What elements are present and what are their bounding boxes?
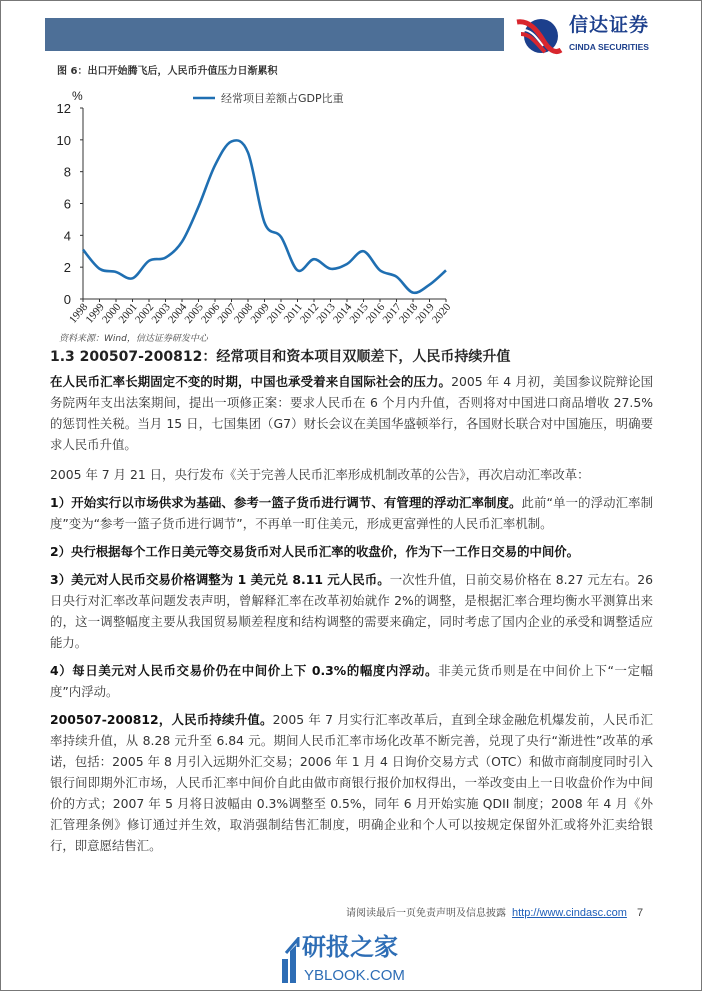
x-tick-label: 2010 bbox=[264, 301, 289, 326]
disclaimer-text: 请阅读最后一页免责声明及信息披露 bbox=[346, 908, 506, 919]
watermark-arrow-icon bbox=[280, 937, 300, 985]
paragraph-lead: 1）开始实行以市场供求为基础、参考一篮子货币进行调节、有管理的浮动汇率制度。 bbox=[50, 495, 522, 510]
x-tick-label: 1999 bbox=[83, 301, 107, 326]
cinda-logo-icon bbox=[515, 16, 563, 56]
x-tick-label: 1998 bbox=[66, 301, 91, 326]
paragraph-lead: 在人民币汇率长期固定不变的时期，中国也承受着来自国际社会的压力。 bbox=[50, 374, 452, 389]
y-tick-label: 0 bbox=[63, 292, 71, 307]
paragraph bbox=[50, 464, 653, 485]
body-text bbox=[50, 371, 653, 863]
x-tick-label: 2003 bbox=[149, 301, 173, 326]
logo-text-cn: 信达证券 bbox=[569, 14, 650, 36]
footer bbox=[346, 906, 643, 921]
paragraph-body: 2005 年 4 月初，美国参议院辩论国务院两年支出法案期间，提出一项修正案：要求人民币在 6 个月内升值，否则将对中国进口商品增收 27.5%的惩罚性关税。当月 15 日，七国集团（G7）财长会议在美国华盛顿举行，各国财长联合对中国施压，明确要求人民币升值。 bbox=[50, 374, 654, 452]
paragraph-lead: 3）美元对人民币交易价格调整为 1 美元兑 8.11 元人民币。 bbox=[50, 572, 390, 587]
paragraph-body: 此前“单一的浮动汇率制度”变为“参考一篮子货币进行调节”，不再单一盯住美元，形成更富弹性的人民币汇率机制。 bbox=[50, 495, 654, 531]
paragraph-lead: 200507-200812，人民币持续升值。 bbox=[50, 712, 273, 727]
paragraph bbox=[50, 660, 653, 702]
paragraph bbox=[50, 492, 653, 534]
section-heading: 1.3 200507-200812：经常项目和资本项目双顺差下，人民币持续升值 bbox=[50, 349, 511, 365]
figure-title: 图 6：出口开始腾飞后，人民币升值压力日渐累积 bbox=[57, 66, 278, 77]
y-tick-label: 4 bbox=[63, 228, 71, 244]
series-line bbox=[83, 140, 446, 292]
x-tick-label: 2000 bbox=[99, 301, 124, 326]
line-chart bbox=[0, 80, 702, 335]
paragraph bbox=[50, 371, 653, 455]
x-tick-label: 2009 bbox=[248, 301, 272, 326]
x-tick-label: 2013 bbox=[314, 301, 338, 326]
x-tick-label: 2007 bbox=[215, 301, 239, 326]
y-tick-label: 8 bbox=[63, 164, 71, 180]
y-tick-label: 12 bbox=[56, 101, 71, 116]
x-tick-label: 2006 bbox=[198, 301, 223, 326]
paragraph bbox=[50, 569, 653, 653]
watermark-text-en: YBLOOK.COM bbox=[304, 967, 405, 984]
x-tick-label: 2008 bbox=[231, 301, 256, 326]
paragraph-lead: 2）央行根据每个工作日美元等交易货币对人民币汇率的收盘价，作为下一工作日交易的中间价。 bbox=[50, 544, 580, 559]
cinda-logo bbox=[515, 14, 690, 58]
x-tick-label: 2015 bbox=[347, 301, 371, 326]
y-tick-label: 2 bbox=[63, 260, 71, 276]
watermark-text-cn: 研报之家 bbox=[302, 933, 398, 961]
paragraph bbox=[50, 709, 653, 856]
paragraph-lead: 4）每日美元对人民币交易价仍在中间价上下 0.3%的幅度内浮动。 bbox=[50, 663, 439, 678]
header-banner bbox=[45, 18, 504, 51]
x-tick-label: 2012 bbox=[297, 301, 322, 326]
x-tick-label: 2018 bbox=[396, 301, 421, 326]
paragraph-body: 2005 年 7 月实行汇率改革后，直到全球金融危机爆发前，人民币汇率持续升值，从 8.28 元升至 6.84 元。期间人民币汇率市场化改革不断完善，兑现了央行“渐进性”改革的承诺，包括：2005 年 8 月引入远期外汇交易；2006 年 1 月 4 日询价交易方式（OTC）和做市商制度同时引入银行间即期外汇市场，人民币汇率中间价自此由做市商银行报价加权得出，一举改变由上一日收盘价作为中间价的方式；2007 年 5 月将日波幅由 0.3%调整至 0.5%，同年 6 月开始实施 QDII 制度；2008 年 4 月《外汇管理条例》修订通过并生效，取消强制结售汇制度，明确企业和个人可以按规定保留外汇或将外汇卖给银行，即意愿结售汇。 bbox=[50, 712, 654, 853]
x-tick-label: 2017 bbox=[380, 301, 404, 326]
website-link[interactable]: http://www.cindasc.com bbox=[512, 907, 627, 919]
watermark bbox=[280, 933, 440, 989]
x-tick-label: 2004 bbox=[165, 301, 190, 326]
x-tick-label: 2005 bbox=[182, 301, 206, 326]
x-tick-label: 2001 bbox=[116, 301, 140, 326]
x-tick-label: 2014 bbox=[330, 301, 355, 326]
y-axis-unit: % bbox=[72, 89, 83, 103]
legend-label: 经常项目差额占GDP比重 bbox=[221, 92, 344, 105]
logo-text-en: CINDA SECURITIES bbox=[569, 42, 649, 52]
x-tick-label: 2002 bbox=[132, 301, 157, 326]
figure-source: 资料来源：Wind，信达证券研发中心 bbox=[59, 334, 208, 344]
x-tick-label: 2019 bbox=[413, 301, 437, 326]
paragraph-body: 2005 年 7 月 21 日，央行发布《关于完善人民币汇率形成机制改革的公告》，再次启动汇率改革： bbox=[50, 467, 590, 482]
x-tick-label: 2020 bbox=[429, 301, 454, 326]
y-tick-label: 6 bbox=[63, 196, 71, 212]
x-tick-label: 2016 bbox=[363, 301, 388, 326]
page-number: 7 bbox=[636, 907, 644, 919]
y-tick-label: 10 bbox=[56, 132, 71, 148]
x-tick-label: 2011 bbox=[281, 301, 305, 326]
paragraph bbox=[50, 541, 653, 562]
paragraph-body: 非美元货币则是在中间价上下“一定幅度”内浮动。 bbox=[50, 663, 653, 699]
paragraph-body: 一次性升值，日前交易价格在 8.27 元左右。26 日央行对汇率改革问题发表声明，曾解释汇率在改革初始就作 2%的调整，是根据汇率合理均衡水平测算出来的，这一调整幅度主要从我国贸易顺差程度和结构调整的需要来确定，同时考虑了国内企业的承受和调整适应能力。 bbox=[50, 572, 654, 650]
